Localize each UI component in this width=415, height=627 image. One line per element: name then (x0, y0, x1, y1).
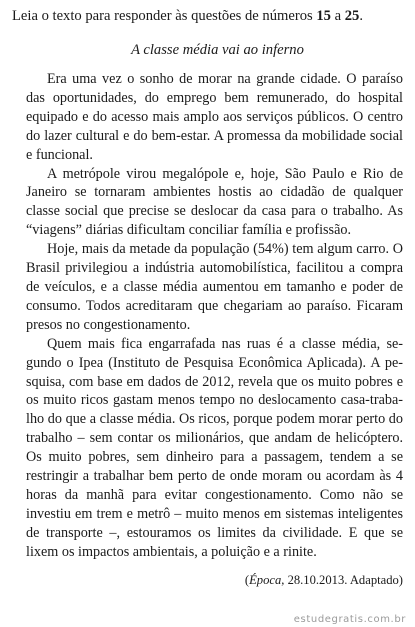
paragraph-2: A metrópole virou megalópole e, hoje, São Paulo e Rio de Janeiro se tornaram ambientes hostis ao cidadão de qualquer classe social que precise se deslocar da casa para o trabalho. As “viagens” diárias dificultam conciliar família e profissão. (26, 165, 403, 239)
instruction-connector: a (330, 8, 345, 24)
question-end-number: 25 (344, 8, 360, 24)
article-title: A classe média vai ao inferno (131, 42, 304, 58)
paragraph-4: Quem mais fica engarrafada nas ruas é a classe média, segundo o Ipea (Instituto de Pesquisa Econômica Aplicada). A pesquisa, com base em dados de 2012, revela que os muito pobres e os muito ricos gastam menos tempo no deslocamento casa-trabalho do que a classe média. Os ricos, porque podem morar perto do trabalho – sem contar os milionários, que andam de helicóptero. Os muito pobres, sem dinheiro para a passagem, tendem a se restringir a trabalhar bem perto de onde moram ou acordam às 4 horas da manhã para evitar congestionamento. Como não se investiu em trem e metrô – muito menos em sistemas inteligentes de transporte –, estouramos os limites da civilidade. E que se lixem os impactos ambientais, a poluição e a rinite. (26, 335, 403, 560)
question-start-number: 15 (316, 8, 331, 24)
site-watermark: estudegratis.com.br (293, 614, 406, 625)
paragraph-1: Era uma vez o sonho de morar na grande cidade. O paraíso das oportunidades, do emprego bem remunerado, do hospital equipado e do acesso mais amplo aos serviços públicos. O centro do lazer cultural e do bem-estar. A promessa da mobilidade social e funcional. (26, 71, 403, 163)
source-open-paren: ( (244, 572, 250, 587)
source-date: , 28.10.2013. Adaptado) (281, 572, 403, 587)
article-body (26, 70, 403, 562)
source-citation (12, 571, 403, 589)
instruction-period: . (359, 8, 363, 24)
page (12, 6, 407, 589)
source-publication: Época (249, 572, 282, 587)
paragraph-3: Hoje, mais da metade da população (54%) tem algum carro. O Brasil privilegiou a indústria automobilística, facilitou a compra de veículos, e a classe média aumentou em tamanho e poder de consumo. Todos acreditaram que chegariam ao paraíso. Ficaram presos no congestionamento. (26, 241, 403, 333)
instruction (12, 6, 407, 26)
instruction-text: Leia o texto para responder às questões de números (12, 8, 317, 24)
